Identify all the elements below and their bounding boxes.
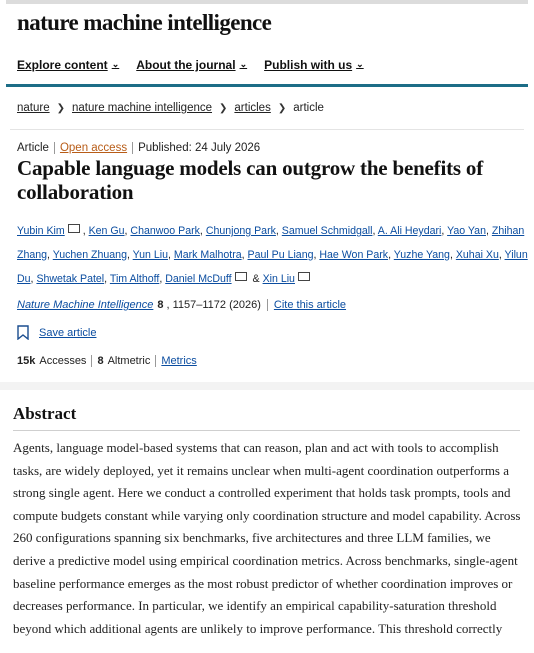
author-and: & bbox=[252, 273, 260, 285]
article-type: Article bbox=[17, 142, 49, 154]
altmetric-count: 8 bbox=[97, 355, 104, 367]
article-metrics bbox=[17, 355, 197, 367]
cite-this-article-link[interactable]: Cite this article bbox=[273, 299, 347, 311]
pages-year: , 1157–1172 (2026) bbox=[166, 299, 261, 311]
metrics-link[interactable]: Metrics bbox=[161, 355, 197, 367]
altmetric-label: Altmetric bbox=[107, 355, 151, 367]
separator bbox=[132, 142, 133, 154]
author-link[interactable]: Chanwoo Park bbox=[130, 225, 200, 237]
volume: 8 bbox=[157, 299, 164, 311]
email-icon[interactable] bbox=[298, 272, 310, 281]
nav-publish-with-us[interactable] bbox=[264, 58, 364, 72]
author-link[interactable]: A. Ali Heydari bbox=[377, 225, 442, 237]
separator bbox=[91, 355, 92, 367]
author-link[interactable]: Yuchen Zhuang bbox=[52, 249, 127, 261]
top-border bbox=[6, 0, 528, 4]
author-link[interactable]: Chunjong Park bbox=[205, 225, 276, 237]
breadcrumb bbox=[17, 102, 324, 114]
chevron-down-icon: ⌄ bbox=[239, 58, 248, 69]
email-icon[interactable] bbox=[68, 224, 80, 233]
author-link[interactable]: Yilun Du bbox=[17, 249, 528, 285]
author-link[interactable]: Tim Althoff bbox=[109, 273, 160, 285]
chevron-right-icon: ❯ bbox=[56, 102, 65, 114]
abstract-heading: Abstract bbox=[13, 404, 77, 423]
bookmark-icon bbox=[17, 325, 29, 340]
author-link[interactable]: Paul Pu Liang bbox=[247, 249, 314, 261]
nav-explore-content[interactable] bbox=[17, 58, 119, 72]
abstract-text: Agents, language model-based systems that can reason, plan and act with tools to accomplish tasks, are widely deployed, yet it remains unclear when multi-agent coordination outperforms a strong single agent. Here we conduct a controlled experiment that holds task prompts, tools and compute budgets constant while varying only coordination structure and model capability. Across 260 configurations spanning six benchmarks, five architectures and three LLM families, we derive a predictive model using empirical coordination metrics. Across benchmarks, single-agent baseline performance emerges as the most robust predictor of whether coordination improves or decreases performance. In particular, we identify an empirical capability-saturation threshold beyond which additional agents are unlikely to improve performance. This threshold correctly bbox=[13, 440, 521, 636]
accesses-count: 15k bbox=[17, 355, 36, 367]
published-date: Published: 24 July 2026 bbox=[138, 142, 261, 154]
journal-logo[interactable]: nature machine intelligence bbox=[17, 10, 272, 35]
breadcrumb-current: article bbox=[293, 102, 324, 114]
chevron-down-icon: ⌄ bbox=[356, 58, 364, 69]
save-article-link[interactable]: Save article bbox=[39, 326, 97, 339]
author-link[interactable]: Ken Gu bbox=[88, 225, 125, 237]
chevron-right-icon: ❯ bbox=[277, 102, 287, 114]
author-link[interactable]: Yun Liu bbox=[132, 249, 169, 261]
separator bbox=[267, 299, 268, 311]
nav-label: Explore content bbox=[17, 58, 108, 72]
author-link[interactable]: Yao Yan bbox=[447, 225, 486, 237]
author-link[interactable]: Yuzhe Yang bbox=[393, 249, 450, 261]
separator bbox=[54, 142, 55, 154]
breadcrumb-journal[interactable]: nature machine intelligence bbox=[72, 102, 213, 114]
author-link[interactable]: Mark Malhotra bbox=[173, 249, 242, 261]
main-nav bbox=[17, 58, 364, 72]
email-icon[interactable] bbox=[235, 272, 247, 281]
open-access-link[interactable]: Open access bbox=[59, 142, 128, 154]
abstract-divider bbox=[13, 430, 520, 431]
journal-citation-link[interactable]: Nature Machine Intelligence bbox=[17, 299, 154, 311]
separator bbox=[155, 355, 156, 367]
nav-about-journal[interactable] bbox=[136, 58, 247, 72]
author-link[interactable]: Daniel McDuff bbox=[165, 273, 232, 285]
article-title: Capable language models can outgrow the benefits of collaboration bbox=[17, 156, 484, 204]
nav-underline bbox=[6, 84, 528, 87]
chevron-down-icon: ⌄ bbox=[111, 58, 120, 69]
article-meta bbox=[17, 142, 260, 154]
author-link[interactable]: Shwetak Patel bbox=[36, 273, 105, 285]
section-gap bbox=[0, 382, 534, 390]
nav-label: Publish with us bbox=[264, 58, 353, 72]
save-article[interactable] bbox=[17, 325, 96, 340]
author-link[interactable]: Samuel Schmidgall bbox=[281, 225, 373, 237]
accesses-label: Accesses bbox=[39, 355, 87, 367]
chevron-right-icon: ❯ bbox=[219, 102, 228, 114]
author-link[interactable]: Xin Liu bbox=[262, 273, 295, 285]
author-link[interactable]: Hae Won Park bbox=[319, 249, 389, 261]
nav-label: About the journal bbox=[136, 58, 236, 72]
breadcrumb-nature[interactable]: nature bbox=[17, 102, 50, 114]
author-list: Yubin Kim , Ken Gu, Chanwoo Park, Chunjong Park, Samuel Schmidgall, A. Ali Heydari, Yao Yan, Zhihan Zhang, Yuchen Zhuang, Yun Liu, Mark Malhotra, Paul Pu Liang, Hae Won Park, Yuzhe Yang, Xuhai Xu, Yilun Du, Shwetak Patel, Tim Althoff, Daniel McDuff & Xin Liu bbox=[17, 225, 528, 285]
author-link[interactable]: Xuhai Xu bbox=[455, 249, 499, 261]
divider bbox=[10, 129, 524, 130]
author-link[interactable]: Yubin Kim bbox=[17, 225, 65, 237]
breadcrumb-articles[interactable]: articles bbox=[234, 102, 271, 114]
author-link[interactable]: Zhihan Zhang bbox=[17, 225, 525, 261]
citation bbox=[17, 299, 346, 311]
